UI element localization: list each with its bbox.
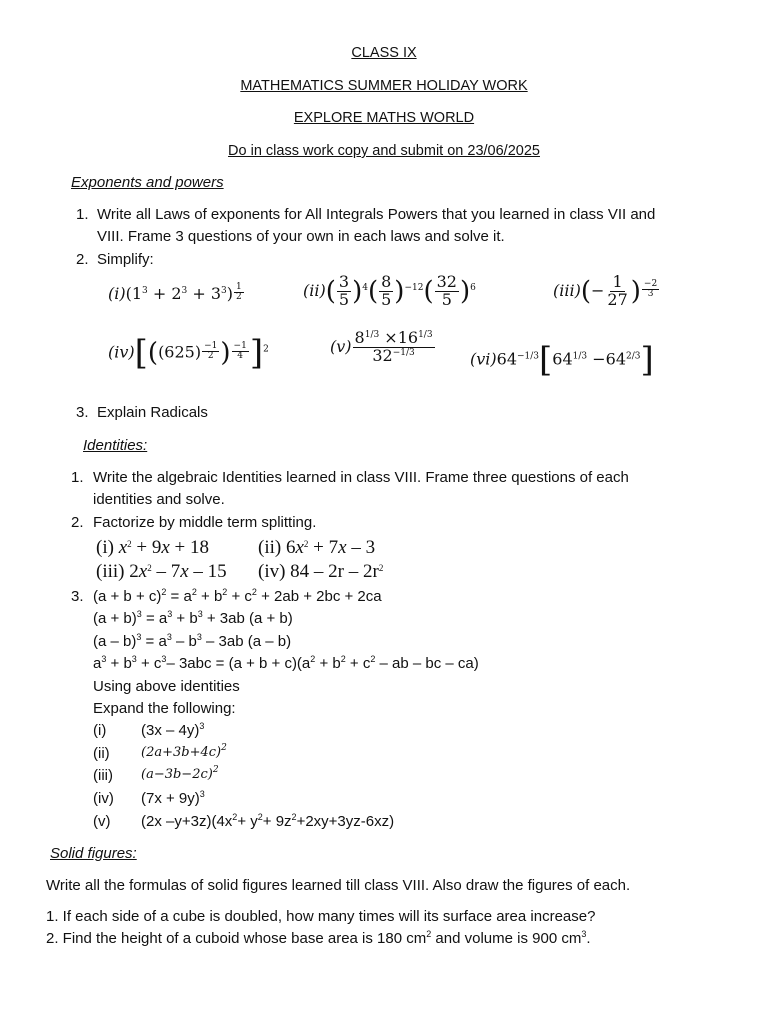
simplify-expr-i: $(i)(1^3 + 2^3 + 3^3)$ $^{\frac{1}{2}}$ bbox=[108, 282, 242, 303]
solid-q1: 1. If each side of a cube is doubled, how many times will its surface area increase? bbox=[46, 908, 596, 925]
class-heading: CLASS IX bbox=[351, 45, 417, 61]
factor-i-label: (i) bbox=[96, 537, 119, 558]
expand-item-ii: $(2a+3b+4c)^2$ bbox=[141, 743, 227, 760]
exp-q3-number: 3. bbox=[76, 404, 89, 421]
solid-intro: Write all the formulas of solid figures learned till class VIII. Also draw the figures of each. bbox=[46, 877, 631, 894]
expand-item-iii-label: (iii) bbox=[93, 767, 113, 784]
exp-q2-text: Simplify: bbox=[97, 251, 154, 268]
id-q1-line1: Write the algebraic Identities learned in class VIII. Frame three questions of each bbox=[93, 469, 629, 486]
factor-iii-label: (iii) bbox=[96, 561, 130, 582]
id-q1-line2: identities and solve. bbox=[93, 491, 225, 508]
simplify-expr-iii: (iii)(− $\frac{1}{27}$ ) $^{\frac{-2}{3}}$ bbox=[553, 272, 658, 309]
label-iii: (iii) bbox=[553, 280, 581, 300]
id-q2-number: 2. bbox=[71, 514, 84, 531]
expand-item-ii-expr: (2a+3b+4c) bbox=[141, 745, 222, 760]
instruction-heading: Do in class work copy and submit on 23/06/2025 bbox=[228, 143, 540, 159]
using-identities: Using above identities bbox=[93, 678, 240, 695]
expand-item-v: (2x $-y+3z)(4x^2+ y^2+ 9z^2+2xy+3yz-6xz)$ bbox=[141, 812, 395, 830]
label-iv: (iv) bbox=[108, 342, 135, 362]
expand-item-iv: $(7x + 9y)^3$ bbox=[141, 789, 205, 807]
expand-item-iii: $(a-3b-2c)^2$ bbox=[141, 765, 219, 782]
exp-q1-line1: Write all Laws of exponents for All Integrals Powers that you learned in class VII and bbox=[97, 206, 656, 223]
expand-item-iii-expr: (a−3b−2c) bbox=[141, 767, 213, 782]
factor-expr-iii: (iii) $2x^2 - 7x - 15$ bbox=[96, 561, 227, 582]
simplify-expr-iv: (iv)[((625) $^{\frac{-1}{2}}$ ) $^{\frac{-1}{4}}$ ]$^2$ bbox=[108, 333, 269, 373]
expand-item-iv-label: (iv) bbox=[93, 790, 114, 807]
expand-item-v-expr: (2x –y+3z)(4x bbox=[141, 813, 233, 830]
label-ii: (ii) bbox=[303, 280, 326, 300]
simplify-expr-vi: $(vi)64^{-1/3}[64^{1/3} -64^{2/3}]$ bbox=[470, 340, 654, 380]
expand-item-i: (3x – 4y)$^3$ bbox=[141, 721, 205, 739]
expand-item-iv-expr: (7x + 9y) bbox=[141, 790, 200, 807]
expand-item-i-expr: (3x – 4y) bbox=[141, 722, 200, 739]
id-q2-text: Factorize by middle term splitting. bbox=[93, 514, 317, 531]
title-heading: MATHEMATICS SUMMER HOLIDAY WORK bbox=[240, 78, 528, 94]
exp-q3-text: Explain Radicals bbox=[97, 404, 208, 421]
exponents-heading: Exponents and powers bbox=[71, 174, 224, 191]
simplify-expr-ii: (ii)( $\frac{3}{5}$ )$^4$( $\frac{8}{5}$ )$^{-12}$( $\frac{32}{5}$ )$^6$ bbox=[303, 272, 476, 309]
factor-expr-iv: (iv) $84 - 2r - 2r^2$ bbox=[258, 561, 384, 582]
exp-q2-number: 2. bbox=[76, 251, 89, 268]
factor-expr-i: (i) $x^2 + 9x + 18$ bbox=[96, 537, 209, 558]
identity-4: $a^3 + b^3 + c^3-$ $3abc = (a + b + c)(a^2 + b^2 + c^2$ – ab – bc – ca) bbox=[93, 654, 479, 672]
identity-3: $(a - b)^3 = a^3 - b^3 - 3ab$ (a – b) bbox=[93, 632, 292, 650]
exp-q1-number: 1. bbox=[76, 206, 89, 223]
label-v: (v) bbox=[330, 336, 352, 356]
id-q1-number: 1. bbox=[71, 469, 84, 486]
expand-following: Expand the following: bbox=[93, 700, 236, 717]
factor-ii-label: (ii) bbox=[258, 537, 286, 558]
identity-2: $(a + b)^3 = a^3 + b^3 + 3ab$ (a + b) bbox=[93, 609, 293, 627]
solid-heading: Solid figures: bbox=[50, 845, 137, 862]
expand-item-v-label: (v) bbox=[93, 813, 111, 830]
simplify-expr-v: (v) $\frac{8^{1/3} \times 16^{1/3}}{32^{-1/3}}$ bbox=[330, 328, 433, 365]
expand-item-i-label: (i) bbox=[93, 722, 107, 739]
exp-q1-line2: VIII. Frame 3 questions of your own in each laws and solve it. bbox=[97, 228, 505, 245]
factor-expr-ii: (ii) $6x^2 + 7x - 3$ bbox=[258, 537, 376, 558]
factor-iv-text: (iv) 84 – 2r – 2r bbox=[258, 561, 379, 582]
identity-1: $(a + b + c)^2 = a^2 + b^2 + c^2 + 2ab + 2bc + 2ca$ bbox=[93, 587, 382, 605]
expand-item-ii-label: (ii) bbox=[93, 745, 110, 762]
label-vi: (vi) bbox=[470, 349, 497, 369]
solid-q2: 2. Find the height of a cuboid whose base area is 180 $cm^2$ and volume is 900 $cm^3$. bbox=[46, 929, 591, 947]
id-q3-number: 3. bbox=[71, 588, 84, 605]
label-i: (i) bbox=[108, 284, 126, 303]
solid-q2-text: 2. Find the height of a cuboid whose base area is 180 cm bbox=[46, 930, 427, 947]
subtitle-heading: EXPLORE MATHS WORLD bbox=[293, 110, 475, 126]
identities-heading: Identities: bbox=[83, 437, 148, 454]
